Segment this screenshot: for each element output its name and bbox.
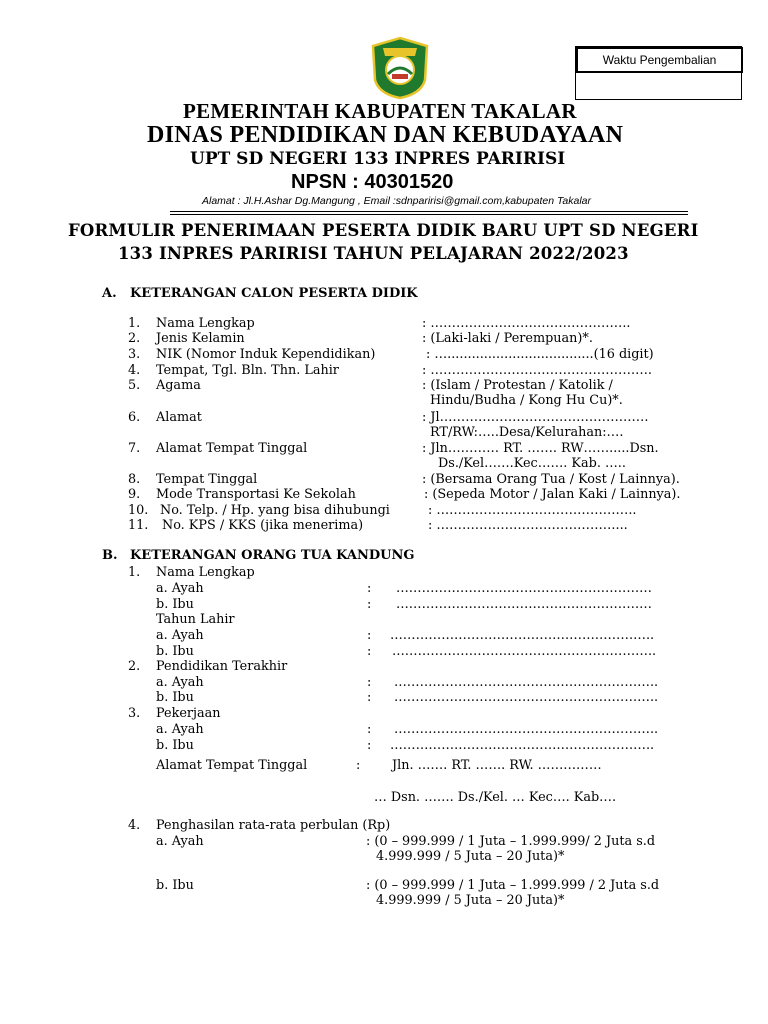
field-label: NIK (Nomor Induk Kependidikan)	[156, 347, 376, 362]
field-value[interactable]: : …....................................(16 digit)	[426, 347, 654, 362]
list-item-number: 8.	[128, 472, 141, 487]
father-name-field[interactable]: ……………………………………………………	[396, 581, 652, 596]
mother-label: b. Ibu	[156, 738, 194, 753]
list-item-number: 4.	[128, 363, 141, 378]
mother-name-field[interactable]: ……………………………………………………	[396, 597, 652, 612]
school-address: Alamat : Jl.H.Ashar Dg.Mangung , Email :sdnparirisi@gmail.com,kabupaten Takalar	[202, 195, 592, 207]
father-birth-year-field[interactable]: ……………………………………………………..	[390, 628, 655, 643]
field-value[interactable]: : ………………………………………..	[428, 503, 637, 518]
list-item-number: 4.	[128, 818, 141, 833]
takalar-logo	[369, 36, 431, 100]
field-value[interactable]: : (Bersama Orang Tua / Kost / Lainnya).	[422, 472, 680, 487]
field-label: Alamat Tempat Tinggal	[156, 758, 308, 773]
field-value[interactable]: : (Islam / Protestan / Katolik /	[422, 378, 613, 393]
list-item-number: 11.	[128, 518, 149, 533]
field-value[interactable]: : ……………………………………...	[428, 518, 628, 533]
parent-address-continued: … Dsn. ……. Ds./Kel. … Kec…. Kab….	[374, 790, 617, 805]
field-label: Alamat	[156, 410, 202, 425]
field-label: Jenis Kelamin	[156, 331, 245, 346]
parent-address-field[interactable]: Jln. ……. RT. ……. RW. ……………	[392, 758, 602, 773]
father-label: a. Ayah	[156, 834, 204, 849]
list-item-number: 9.	[128, 487, 141, 502]
list-item-number: 3.	[128, 347, 141, 362]
field-value-continued: Hindu/Budha / Kong Hu Cu)*.	[430, 393, 623, 408]
mother-label: b. Ibu	[156, 878, 194, 893]
field-label: No. KPS / KKS (jika menerima)	[162, 518, 364, 533]
list-item-number: 10.	[128, 503, 149, 518]
field-value[interactable]: : …………………………………………….	[422, 363, 652, 378]
field-label: Penghasilan rata-rata perbulan (Rp)	[156, 818, 391, 833]
mother-income-options[interactable]: : (0 – 999.999 / 1 Juta – 1.999.999 / 2 Juta s.d	[366, 878, 660, 893]
return-time-box	[575, 46, 742, 100]
father-label: a. Ayah	[156, 628, 204, 643]
field-value-continued: Ds./Kel…….Kec……. Kab. …..	[438, 456, 626, 471]
field-label: Mode Transportasi Ke Sekolah	[156, 487, 356, 502]
colon: :	[367, 675, 372, 690]
field-label: No. Telp. / Hp. yang bisa dihubungi	[160, 503, 390, 518]
npsn: NPSN : 40301520	[291, 171, 454, 193]
father-education-field[interactable]: ……………………………………………………..	[394, 675, 659, 690]
header-rule-bottom	[170, 214, 688, 215]
list-item-number: 1.	[128, 316, 141, 331]
father-label: a. Ayah	[156, 581, 204, 596]
list-item-number: 6.	[128, 410, 141, 425]
list-item-number: 3.	[128, 706, 141, 721]
father-label: a. Ayah	[156, 722, 204, 737]
field-value[interactable]: : Jln………… RT. ……. RW…….....Dsn.	[422, 441, 659, 456]
section-a-letter: A.	[102, 286, 117, 301]
colon: :	[367, 628, 372, 643]
field-label: Tempat Tinggal	[156, 472, 258, 487]
field-value-continued: RT/RW:…..Desa/Kelurahan:….	[430, 425, 624, 440]
department-name: DINAS PENDIDIKAN DAN KEBUDAYAAN	[147, 122, 624, 148]
field-label: Nama Lengkap	[156, 316, 255, 331]
colon: :	[356, 758, 361, 773]
field-label: Nama Lengkap	[156, 565, 255, 580]
father-income-options-continued: 4.999.999 / 5 Juta – 20 Juta)*	[376, 849, 565, 864]
form-title-line2: 133 INPRES PARIRISI TAHUN PELAJARAN 2022/2023	[118, 244, 629, 263]
return-time-label: Waktu Pengembalian	[576, 47, 743, 73]
colon: :	[367, 581, 372, 596]
field-value[interactable]: : ………………………………………..	[422, 316, 631, 331]
field-label: Pendidikan Terakhir	[156, 659, 288, 674]
field-value[interactable]: : (Sepeda Motor / Jalan Kaki / Lainnya).	[424, 487, 681, 502]
colon: :	[367, 644, 372, 659]
government-name: PEMERINTAH KABUPATEN TAKALAR	[183, 99, 577, 123]
list-item-number: 2.	[128, 659, 141, 674]
mother-education-field[interactable]: ……………………………………………………..	[394, 690, 659, 705]
colon: :	[367, 690, 372, 705]
form-title-line1: FORMULIR PENERIMAAN PESERTA DIDIK BARU UPT SD NEGERI	[68, 221, 699, 240]
mother-label: b. Ibu	[156, 597, 194, 612]
school-name: UPT SD NEGERI 133 INPRES PARIRISI	[190, 149, 566, 169]
father-income-options[interactable]: : (0 – 999.999 / 1 Juta – 1.999.999/ 2 Juta s.d	[366, 834, 656, 849]
father-label: a. Ayah	[156, 675, 204, 690]
mother-label: b. Ibu	[156, 644, 194, 659]
mother-birth-year-field[interactable]: ……………………………………………………..	[392, 644, 657, 659]
field-label: Pekerjaan	[156, 706, 221, 721]
colon: :	[367, 722, 372, 737]
father-job-field[interactable]: ……………………………………………………..	[394, 722, 659, 737]
list-item-number: 7.	[128, 441, 141, 456]
field-label: Alamat Tempat Tinggal	[156, 441, 308, 456]
section-a-heading: KETERANGAN CALON PESERTA DIDIK	[130, 286, 418, 301]
mother-job-field[interactable]: ……………………………………………………..	[390, 738, 655, 753]
colon: :	[367, 597, 372, 612]
field-label: Tempat, Tgl. Bln. Thn. Lahir	[156, 363, 339, 378]
mother-income-options-continued: 4.999.999 / 5 Juta – 20 Juta)*	[376, 893, 565, 908]
colon: :	[367, 738, 372, 753]
field-label: Agama	[156, 378, 201, 393]
section-b-letter: B.	[102, 548, 118, 563]
field-value[interactable]: : Jl………………………………………….	[422, 410, 649, 425]
list-item-number: 2.	[128, 331, 141, 346]
mother-label: b. Ibu	[156, 690, 194, 705]
section-b-heading: KETERANGAN ORANG TUA KANDUNG	[130, 548, 415, 563]
field-label: Tahun Lahir	[156, 612, 235, 627]
header-rule-top	[170, 211, 688, 212]
field-value[interactable]: : (Laki-laki / Perempuan)*.	[422, 331, 593, 346]
list-item-number: 5.	[128, 378, 141, 393]
list-item-number: 1.	[128, 565, 141, 580]
